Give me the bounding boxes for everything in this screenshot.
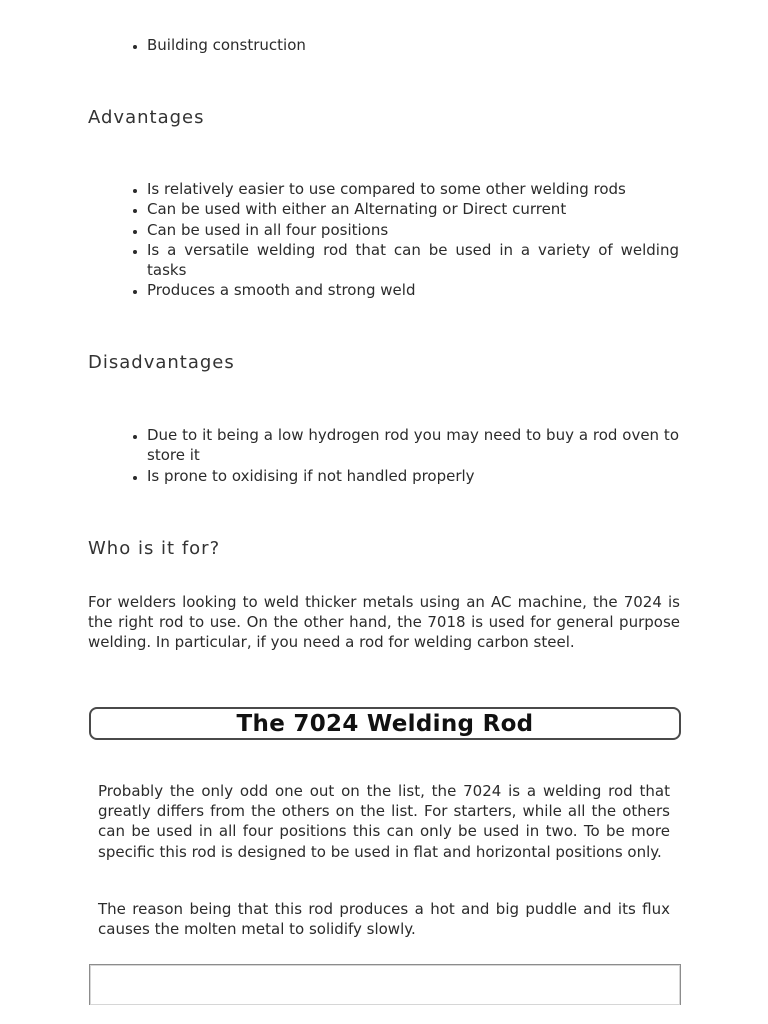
list-item: • Is relatively easier to use compared to some other welding rods [147,179,679,199]
section-paragraph-2: The reason being that this rod produces a hot and big puddle and its flux causes the molten metal to solidify slowly. [98,900,670,939]
who-is-it-for-paragraph: For welders looking to weld thicker metals using an AC machine, the 7024 is the right rod to use. On the other hand, the 7018 is used for general purpose welding. In particular, if you need a rod for welding carbon steel. [88,593,680,652]
section-title: The 7024 Welding Rod [236,710,534,737]
list-item: • Can be used with either an Alternating or Direct current [147,199,679,219]
content-box-edge [89,964,681,1005]
list-item: • Produces a smooth and strong weld [147,280,679,300]
application-list [128,35,679,55]
disadvantages-heading: Disadvantages [88,352,235,373]
list-item: • Building construction [147,35,679,55]
advantages-list [128,179,679,301]
advantages-heading: Advantages [88,107,205,128]
who-is-it-for-heading: Who is it for? [88,538,221,559]
section-title-box [89,707,681,740]
list-item: • Due to it being a low hydrogen rod you may need to buy a rod oven to store it [147,425,679,466]
disadvantages-list [128,425,679,486]
list-item: • Can be used in all four positions [147,220,679,240]
list-item: • Is a versatile welding rod that can be used in a variety of welding tasks [147,240,679,281]
list-item: • Is prone to oxidising if not handled properly [147,466,679,486]
section-paragraph-1: Probably the only odd one out on the list, the 7024 is a welding rod that greatly differs from the others on the list. For starters, while all the others can be used in all four positions this can only be used in two. To be more specific this rod is designed to be used in flat and horizontal positions only. [98,782,670,861]
